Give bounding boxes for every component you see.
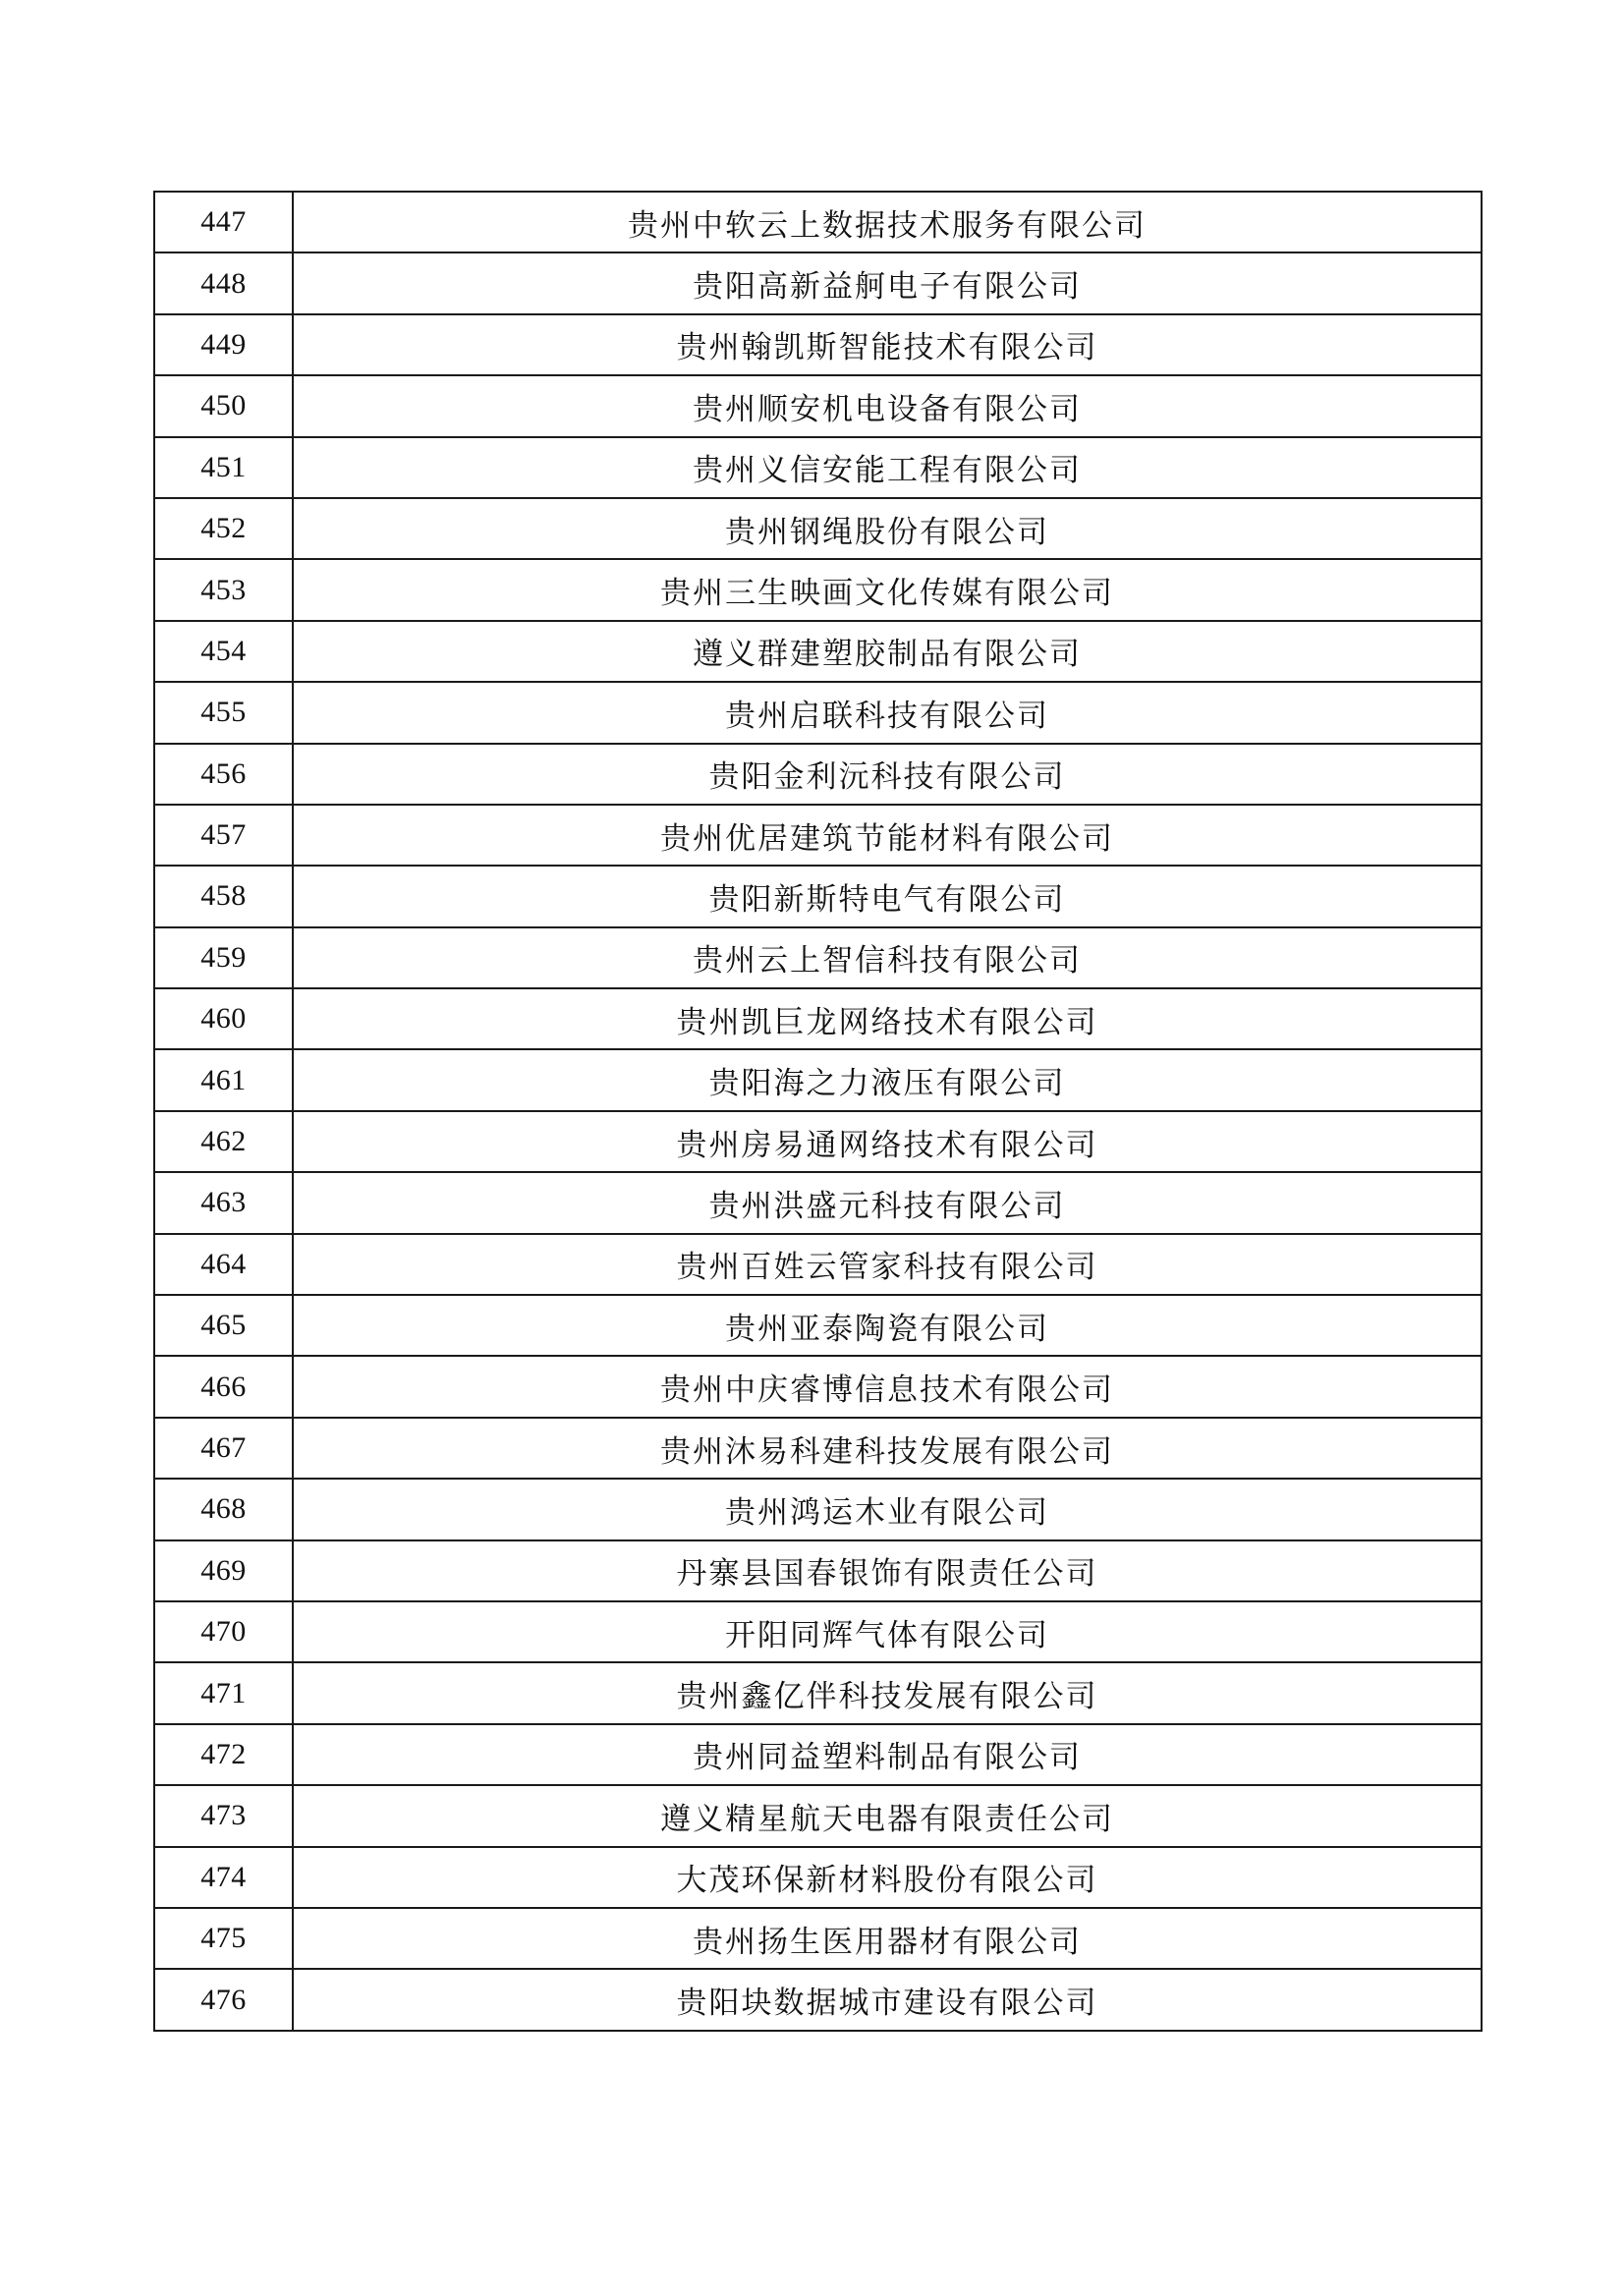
table-row [154, 1601, 1482, 1662]
table-row [154, 1969, 1482, 2030]
company-name: 贵阳新斯特电气有限公司 [293, 866, 1482, 926]
table-row [154, 1785, 1482, 1846]
company-name: 贵州中庆睿博信息技术有限公司 [293, 1356, 1482, 1417]
row-number: 463 [154, 1172, 293, 1233]
table-row [154, 1908, 1482, 1969]
table-row [154, 1356, 1482, 1417]
row-number: 469 [154, 1540, 293, 1601]
row-number: 474 [154, 1847, 293, 1908]
row-number: 476 [154, 1969, 293, 2030]
row-number: 467 [154, 1418, 293, 1479]
table-row [154, 927, 1482, 988]
company-name: 贵阳金利沅科技有限公司 [293, 744, 1482, 805]
row-number: 471 [154, 1662, 293, 1723]
company-name: 贵州凯巨龙网络技术有限公司 [293, 988, 1482, 1049]
company-name: 贵州三生映画文化传媒有限公司 [293, 559, 1482, 620]
row-number: 454 [154, 621, 293, 682]
table-row [154, 375, 1482, 436]
table-body [154, 192, 1482, 2031]
table-row [154, 621, 1482, 682]
table-row [154, 1662, 1482, 1723]
company-name: 贵州扬生医用器材有限公司 [293, 1908, 1482, 1969]
company-name: 贵州亚泰陶瓷有限公司 [293, 1295, 1482, 1356]
company-list-table [153, 191, 1483, 2032]
company-name: 贵州启联科技有限公司 [293, 682, 1482, 743]
row-number: 475 [154, 1908, 293, 1969]
table-row [154, 1234, 1482, 1295]
row-number: 450 [154, 375, 293, 436]
table-row [154, 559, 1482, 620]
table-row [154, 252, 1482, 313]
company-name: 贵州云上智信科技有限公司 [293, 927, 1482, 988]
table-row [154, 314, 1482, 375]
company-name: 贵阳块数据城市建设有限公司 [293, 1969, 1482, 2030]
row-number: 456 [154, 744, 293, 805]
company-name: 贵州优居建筑节能材料有限公司 [293, 805, 1482, 866]
row-number: 466 [154, 1356, 293, 1417]
company-name: 贵州中软云上数据技术服务有限公司 [293, 192, 1482, 252]
row-number: 457 [154, 805, 293, 866]
row-number: 447 [154, 192, 293, 252]
table-row [154, 437, 1482, 498]
row-number: 453 [154, 559, 293, 620]
row-number: 451 [154, 437, 293, 498]
row-number: 448 [154, 252, 293, 313]
row-number: 468 [154, 1479, 293, 1539]
table-row [154, 805, 1482, 866]
row-number: 472 [154, 1724, 293, 1785]
company-name: 贵阳海之力液压有限公司 [293, 1049, 1482, 1110]
company-name: 贵州沐易科建科技发展有限公司 [293, 1418, 1482, 1479]
row-number: 452 [154, 498, 293, 559]
table-row [154, 988, 1482, 1049]
table-row [154, 192, 1482, 252]
company-name: 贵州翰凯斯智能技术有限公司 [293, 314, 1482, 375]
company-name: 遵义精星航天电器有限责任公司 [293, 1785, 1482, 1846]
company-name: 贵阳高新益舸电子有限公司 [293, 252, 1482, 313]
company-name: 贵州鸿运木业有限公司 [293, 1479, 1482, 1539]
company-name: 贵州洪盛元科技有限公司 [293, 1172, 1482, 1233]
row-number: 464 [154, 1234, 293, 1295]
table-row [154, 1724, 1482, 1785]
table-row [154, 1111, 1482, 1172]
table-row [154, 744, 1482, 805]
row-number: 473 [154, 1785, 293, 1846]
row-number: 462 [154, 1111, 293, 1172]
row-number: 449 [154, 314, 293, 375]
table-row [154, 1418, 1482, 1479]
table-row [154, 682, 1482, 743]
table-row [154, 1540, 1482, 1601]
row-number: 459 [154, 927, 293, 988]
table-row [154, 866, 1482, 926]
company-name: 贵州百姓云管家科技有限公司 [293, 1234, 1482, 1295]
row-number: 465 [154, 1295, 293, 1356]
company-name: 贵州同益塑料制品有限公司 [293, 1724, 1482, 1785]
company-name: 大茂环保新材料股份有限公司 [293, 1847, 1482, 1908]
company-name: 遵义群建塑胶制品有限公司 [293, 621, 1482, 682]
row-number: 461 [154, 1049, 293, 1110]
company-name: 贵州顺安机电设备有限公司 [293, 375, 1482, 436]
table-row [154, 1172, 1482, 1233]
row-number: 460 [154, 988, 293, 1049]
company-name: 丹寨县国春银饰有限责任公司 [293, 1540, 1482, 1601]
row-number: 455 [154, 682, 293, 743]
row-number: 470 [154, 1601, 293, 1662]
table-row [154, 1847, 1482, 1908]
company-name: 开阳同辉气体有限公司 [293, 1601, 1482, 1662]
table-row [154, 1479, 1482, 1539]
row-number: 458 [154, 866, 293, 926]
table-row [154, 1295, 1482, 1356]
company-name: 贵州房易通网络技术有限公司 [293, 1111, 1482, 1172]
table-row [154, 1049, 1482, 1110]
company-name: 贵州鑫亿伴科技发展有限公司 [293, 1662, 1482, 1723]
company-name: 贵州钢绳股份有限公司 [293, 498, 1482, 559]
company-name: 贵州义信安能工程有限公司 [293, 437, 1482, 498]
table-row [154, 498, 1482, 559]
